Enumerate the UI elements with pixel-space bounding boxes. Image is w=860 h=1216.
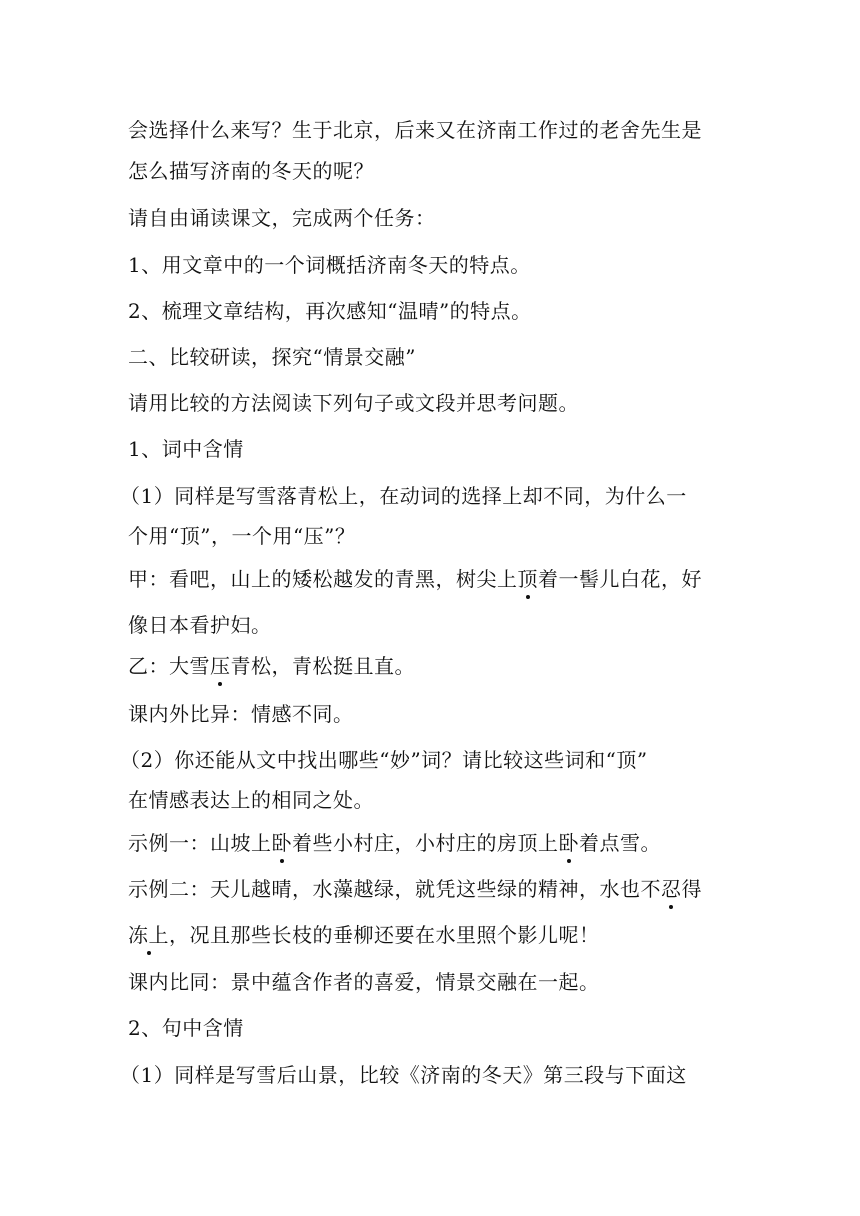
example-jia-line-2: 像日本看护妇。 [128,613,272,637]
text-line-5: 2、梳理文章结构，再次感知“温晴”的特点。 [128,299,532,323]
sample-2-line-2-after: ，况且那些长枝的垂柳还要在水里照个影儿呢！ [169,923,600,947]
example-jia-line-1 [128,565,738,593]
sample-2-text-before: 示例二：天儿越晴，水藻越绿，就凭这些绿的精神，水也 [128,877,641,901]
emphasis-burende: 不忍得 [640,877,702,901]
emphasis-ya: 压 [210,654,231,678]
text-line-4: 1、用文章中的一个词概括济南冬天的特点。 [128,253,531,277]
question-2-line-1: （2）你还能从文中找出哪些“妙”词？请比较这些词和“顶” [120,748,648,772]
question-3-line-1: （1）同样是写雪后山景，比较《济南的冬天》第三段与下面这 [120,1063,687,1087]
sample-1-line [128,829,738,857]
text-line-3: 请自由诵读课文，完成两个任务： [128,206,436,230]
sample-2-line-2 [128,921,738,949]
emphasis-dongshang: 冻上 [128,923,169,947]
example-yi-text-before: 乙：大雪 [128,654,210,678]
example-jia-text-after: 着一髻儿白花，好 [538,567,702,591]
example-jia-text-before: 甲：看吧，山上的矮松越发的青黑，树尖上 [128,567,518,591]
question-1-line-1: （1）同样是写雪落青松上，在动词的选择上却不同，为什么一 [120,484,687,508]
example-yi-text-after: 青松，青松挺且直。 [230,654,415,678]
emphasis-wo-1: 卧 [271,831,292,855]
sample-1-text-after: 着点雪。 [579,831,661,855]
comparison-note-2: 课内比同：景中蕴含作者的喜爱，情景交融在一起。 [128,970,600,994]
question-2-line-2: 在情感表达上的相同之处。 [128,788,374,812]
subsection-heading-2: 2、句中含情 [128,1016,244,1040]
text-line-1: 会选择什么来写？生于北京，后来又在济南工作过的老舍先生是 [128,118,702,142]
emphasis-ding: 顶 [517,567,538,591]
emphasis-wo-2: 卧 [558,831,579,855]
sample-1-text-middle: 着些小村庄，小村庄的房顶上 [292,831,559,855]
text-line-7: 请用比较的方法阅读下列句子或文段并思考问题。 [128,391,579,415]
text-line-2: 怎么描写济南的冬天的呢？ [128,159,374,183]
subsection-heading-1: 1、词中含情 [128,437,244,461]
sample-2-line-1 [128,875,738,903]
comparison-note-1: 课内外比异：情感不同。 [128,702,354,726]
sample-1-text-before: 示例一：山坡上 [128,831,272,855]
example-yi-line [128,652,738,680]
question-1-line-2: 个用“顶”，一个用“压”？ [128,524,356,548]
section-heading-2: 二、比较研读，探究“情景交融” [128,345,416,369]
